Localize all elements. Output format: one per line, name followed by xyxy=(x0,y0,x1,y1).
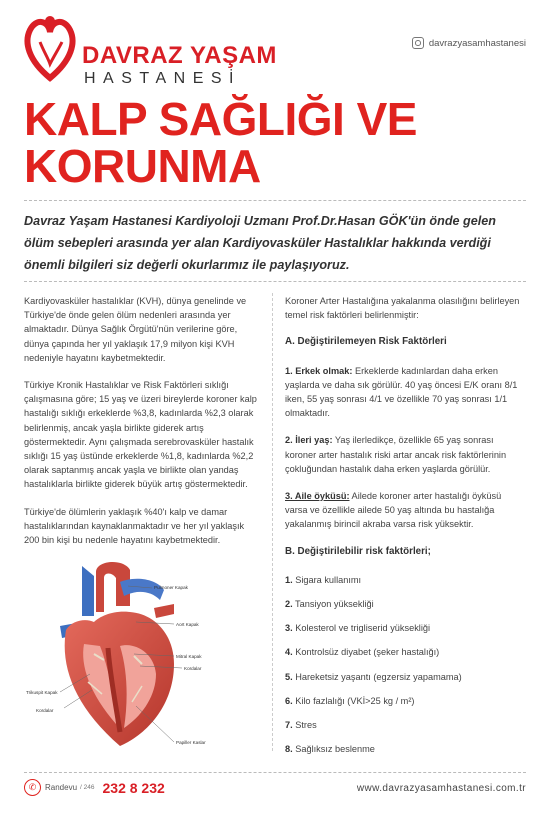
divider-top xyxy=(24,200,526,201)
heart-anatomy-illustration xyxy=(24,556,238,758)
hospital-logo xyxy=(24,12,284,90)
right-intro: Koroner Arter Hastalığına yakalanma olasılığını belirleyen temel risk faktörleri belirlenmiştir: xyxy=(285,296,520,321)
risk-item-b4: 4. Kontrolsüz diyabet (şeker hastalığı) xyxy=(285,647,440,658)
divider-footer xyxy=(24,772,526,773)
left-paragraph-1: Kardiyovasküler hastalıklar (KVH), dünya genelinde ve Türkiye'de önde gelen ölüm nedenleri arasında yer almaktadır. Dünya Sağlık Örgütü'nün verilerine göre, dünya çapında her yıl yaklaşık 17,9 milyon kişi KVH nedeniyle hayatını kaybetmektedir. xyxy=(24,296,247,363)
risk-item-a3: 3. Aile öyküsü: Ailede koroner arter hastalığı öyküsü varsa ve özellikle ailede 50 yaş altında bu hastalığa yakalanmış birincil akraba varsa risk yüksektir. xyxy=(285,491,502,530)
label-kordalar-right: Kordalar xyxy=(184,666,202,671)
risk-item-b1: 1. Sigara kullanımı xyxy=(285,574,362,585)
section-a-title: A. Değiştirilemeyen Risk Faktörleri xyxy=(285,336,447,348)
vein-icon xyxy=(82,566,94,616)
divider-intro xyxy=(24,281,526,282)
appointment-info[interactable] xyxy=(24,779,165,796)
label-pulmoner: Pulmoner Kapak xyxy=(154,585,188,590)
left-column xyxy=(24,294,260,560)
right-column xyxy=(285,294,521,766)
footer xyxy=(24,779,526,799)
label-trikuspit: Trikuspit Kapak xyxy=(26,690,58,695)
heart-logo-icon xyxy=(24,12,76,82)
column-divider xyxy=(272,293,273,751)
label-kordalar-left: Kordalar xyxy=(36,708,54,713)
title-line-2: KORUNMA xyxy=(24,140,261,192)
risk-item-b8: 8. Sağlıksız beslenme xyxy=(285,744,375,755)
title-line-1: KALP SAĞLIĞI VE xyxy=(24,93,417,145)
intro-paragraph: Davraz Yaşam Hastanesi Kardiyoloji Uzmanı Prof.Dr.Hasan GÖK'ün önde gelen ölüm sebepleri arasında yer alan Kardiyovasküler Hastalıklar hakkında verdiği önemli bilgileri siz değerli okurlarımız ile paylaşıyoruz. xyxy=(24,214,496,272)
risk-item-b2: 2. Tansiyon yüksekliği xyxy=(285,599,374,610)
label-mitral: Mitral Kapak xyxy=(176,654,202,659)
randevu-number: / 246 xyxy=(80,784,95,791)
randevu-label: Randevu xyxy=(45,783,78,792)
page-title xyxy=(24,93,534,192)
risk-item-a1: 1. Erkek olmak: Erkeklerde kadınlardan daha erken yaşlarda ve daha sık görülür. 40 yaş öncesi E/K oranı 8/1 iken, 55 yaş sonrası 4/1 ve özellikle 70 yaş sonrası 1/1 olmaktadır. xyxy=(285,365,518,419)
instagram-handle[interactable] xyxy=(412,37,526,49)
label-aort: Aort Kapak xyxy=(176,622,199,627)
logo-subtitle: HASTANESİ xyxy=(84,70,241,87)
website-link[interactable]: www.davrazyasamhastanesi.com.tr xyxy=(356,783,526,794)
risk-item-b6: 6. Kilo fazlalığı (VKİ>25 kg / m²) xyxy=(285,695,415,706)
phone-icon: ✆ xyxy=(24,779,41,796)
left-paragraph-2: Türkiye Kronik Hastalıklar ve Risk Faktörleri sıklığı çalışmasına göre; 15 yaş ve üzeri bireylerde koroner kalp hastalığı sıklığı erkeklerde %3,8, kadınlarda %2,3 olarak belirlenmiş, ancak yaşla birlikte giderek artış göstermektedir. Aynı çalışmada serebrovasküler hastalık sıklığı 15 yaş üstünde erkeklerde %1,8, kadınlarda %2,2 olarak saptanmış ancak yaşla ve birlikte olan yandaş hastalıklarla birlikte giderek büyük artış göstermektedir. xyxy=(24,380,257,490)
risk-item-a2: 2. İleri yaş: Yaş ilerledikçe, özellikle 65 yaş sonrası koroner arter hastalık riski artar ancak risk faktörlerinin çokluğundan hastalık daha erken yaşlarda görülür. xyxy=(285,435,507,474)
left-paragraph-3: Türkiye'de ölümlerin yaklaşık %40'ı kalp ve damar hastalıklarından kaynaklanmaktadır ve her yıl yaklaşık 200 bin kişi bu nedenle hayatını kaybetmektedir. xyxy=(24,506,245,546)
risk-item-b7: 7. Stres xyxy=(285,720,317,731)
risk-item-b5: 5. Hareketsiz yaşantı (egzersiz yapamama) xyxy=(285,671,462,682)
instagram-icon xyxy=(412,37,424,49)
label-papiller: Papiller Kaslar xyxy=(176,740,206,745)
phone-number[interactable]: 232 8 232 xyxy=(102,779,165,796)
section-b-title: B. Değiştirilebilir risk faktörleri; xyxy=(285,545,431,557)
logo-name: DAVRAZ YAŞAM xyxy=(82,42,277,69)
instagram-text: davrazyasamhastanesi xyxy=(428,37,526,49)
risk-item-b3: 3. Kolesterol ve trigliserid yüksekliği xyxy=(285,623,431,634)
